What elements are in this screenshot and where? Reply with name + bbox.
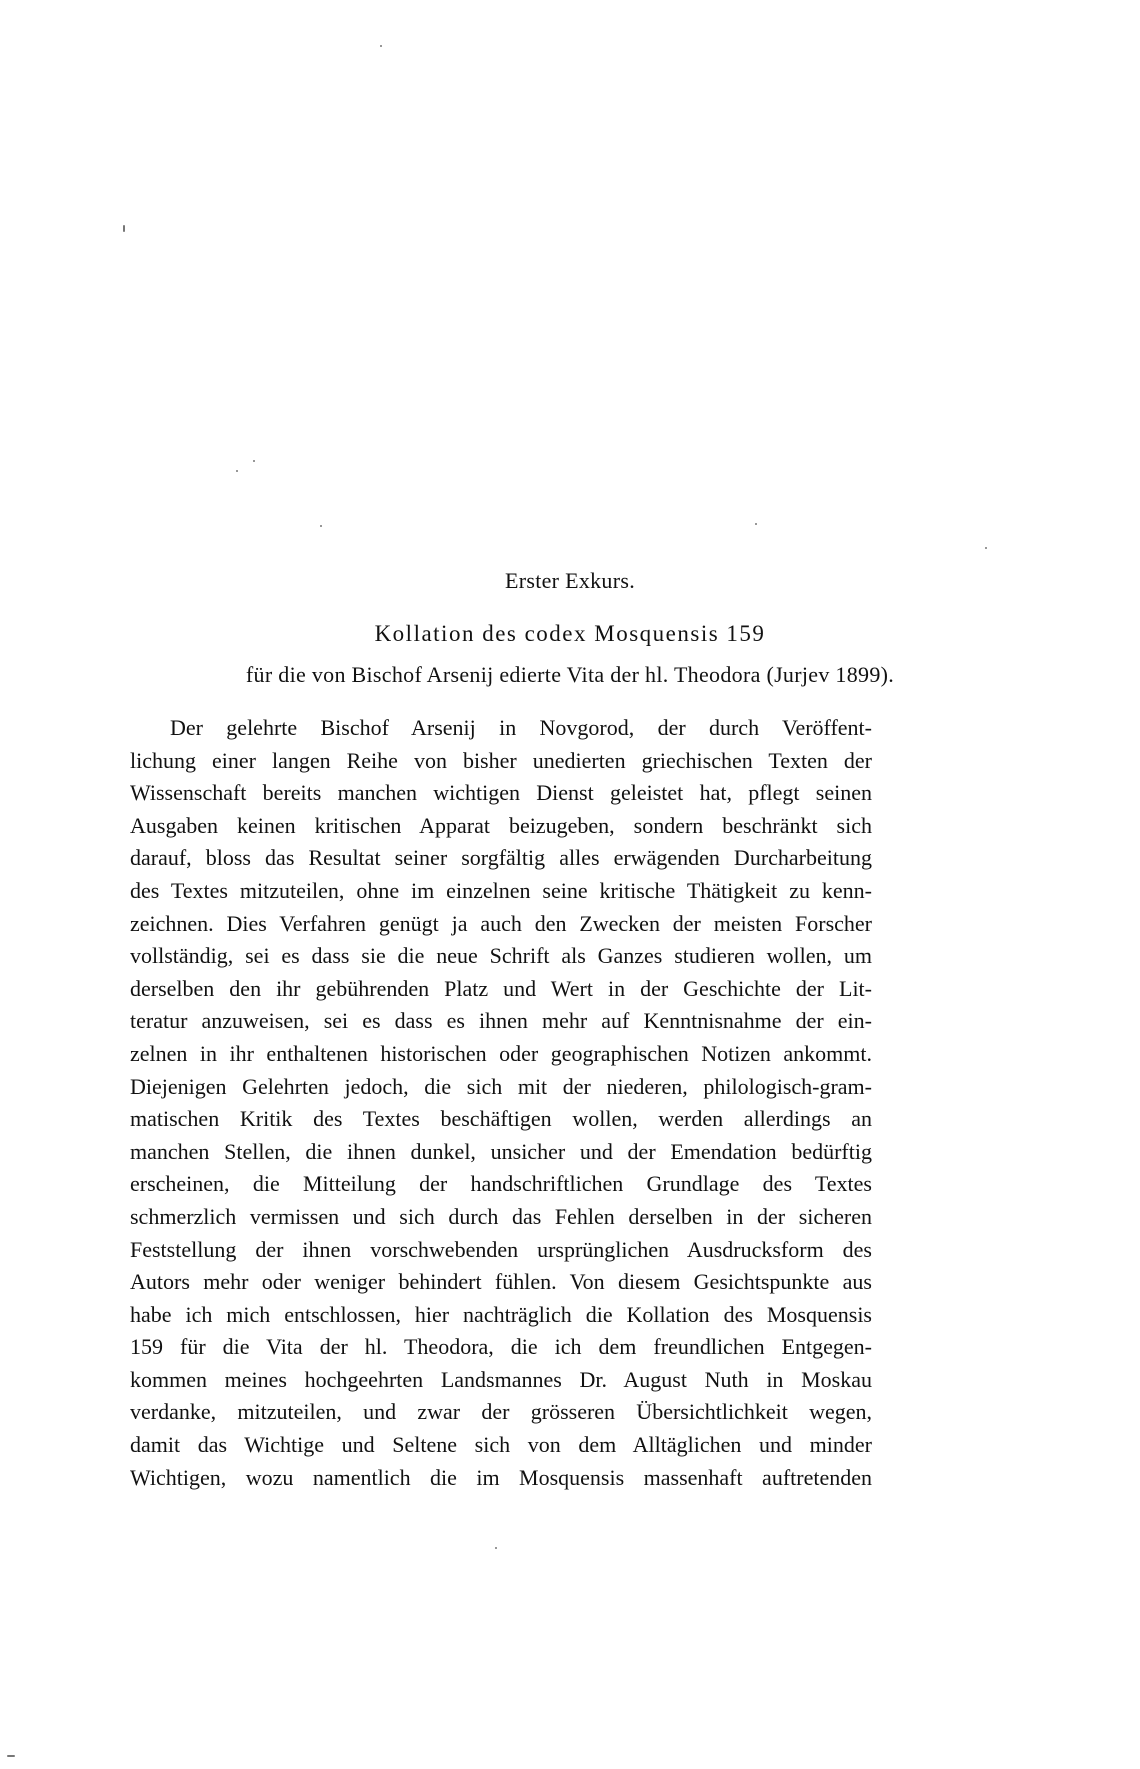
text-line: schmerzlich vermissen und sich durch das Fehlen derselben in der sicheren: [130, 1203, 872, 1229]
scan-speck: [123, 225, 125, 232]
scan-speck: [7, 1755, 15, 1757]
scan-speck: [380, 45, 382, 47]
text-line: des Textes mitzuteilen, ohne im einzelnen seine kritische Thätigkeit zu kenn-: [130, 877, 872, 903]
text-line: verdanke, mitzuteilen, und zwar der grösseren Übersichtlichkeit wegen,: [130, 1399, 872, 1425]
text-line: zeichnen. Dies Verfahren genügt ja auch den Zwecken der meisten Forscher: [130, 910, 872, 936]
section-subtitle: Kollation des codex Mosquensis 159: [374, 621, 766, 646]
text-line: zelnen in ihr enthaltenen historischen oder geographischen Notizen ankommt.: [130, 1040, 872, 1066]
text-line: Wichtigen, wozu namentlich die im Mosquensis massenhaft auftretenden: [130, 1464, 872, 1490]
text-line: Wissenschaft bereits manchen wichtigen Dienst geleistet hat, pflegt seinen: [130, 780, 872, 806]
scan-speck: [755, 523, 757, 525]
scan-speck: [253, 460, 255, 462]
scan-speck: [236, 470, 238, 472]
text-line: Diejenigen Gelehrten jedoch, die sich mit der niederen, philologisch-gram-: [130, 1073, 872, 1099]
scan-speck: [985, 547, 987, 549]
text-line: derselben den ihr gebührenden Platz und Wert in der Geschichte der Lit-: [130, 975, 872, 1001]
scan-speck: [495, 1547, 497, 1549]
section-title: Erster Exkurs.: [504, 568, 636, 593]
text-line: erscheinen, die Mitteilung der handschriftlichen Grundlage des Textes: [130, 1171, 872, 1197]
text-line: Der gelehrte Bischof Arsenij in Novgorod, der durch Veröffent-: [170, 715, 872, 740]
text-line: damit das Wichtige und Seltene sich von dem Alltäglichen und minder: [130, 1432, 872, 1458]
text-line: lichung einer langen Reihe von bisher unedierten griechischen Texten der: [130, 747, 872, 773]
text-line: teratur anzuweisen, sei es dass es ihnen mehr auf Kenntnisnahme der ein-: [130, 1008, 872, 1034]
text-line: Autors mehr oder weniger behindert fühlen. Von diesem Gesichtspunkte aus: [130, 1269, 872, 1295]
text-line: Feststellung der ihnen vorschwebenden ursprünglichen Ausdrucksform des: [130, 1236, 872, 1262]
text-line: Ausgaben keinen kritischen Apparat beizugeben, sondern beschränkt sich: [130, 812, 872, 838]
text-line: darauf, bloss das Resultat seiner sorgfältig alles erwägenden Durcharbeitung: [130, 845, 872, 871]
scan-speck: [320, 525, 322, 527]
text-line: kommen meines hochgeehrten Landsmannes Dr. August Nuth in Moskau: [130, 1366, 872, 1392]
text-line: vollständig, sei es dass sie die neue Schrift als Ganzes studieren wollen, um: [130, 943, 872, 969]
text-line: habe ich mich entschlossen, hier nachträglich die Kollation des Mosquensis: [130, 1301, 872, 1327]
text-line: 159 für die Vita der hl. Theodora, die ich dem freundlichen Entgegen-: [130, 1334, 872, 1360]
section-description: für die von Bischof Arsenij edierte Vita der hl. Theodora (Jurjev 1899).: [245, 662, 895, 687]
body-paragraph: [130, 712, 872, 1494]
text-line: matischen Kritik des Textes beschäftigen wollen, werden allerdings an: [130, 1106, 872, 1132]
text-line: manchen Stellen, die ihnen dunkel, unsicher und der Emendation bedürftig: [130, 1138, 872, 1164]
